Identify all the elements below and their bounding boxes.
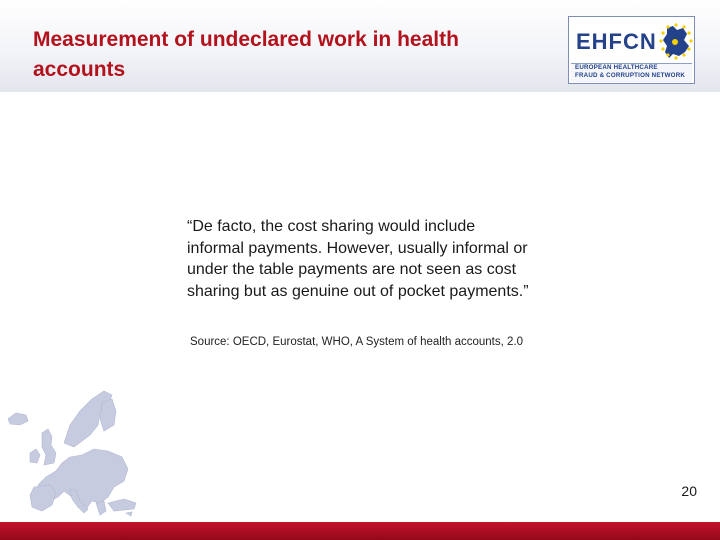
logo-subtitle-line2: FRAUD & CORRUPTION NETWORK	[575, 72, 686, 79]
page-number: 20	[681, 483, 697, 499]
ehfcn-logo	[568, 16, 695, 84]
footer-bar	[0, 522, 720, 540]
logo-subtitle	[571, 63, 692, 82]
slide-title: Measurement of undeclared work in health accounts	[33, 28, 459, 81]
quote-text: “De facto, the cost sharing would include informal payments. However, usually informal or under the table payments are not seen as cost sharing but as genuine out of pocket payments.”	[187, 218, 529, 300]
source-citation: Source: OECD, Eurostat, WHO, A System of health accounts, 2.0	[190, 336, 524, 348]
logo-top	[571, 19, 692, 63]
eu-stars-icon	[659, 22, 693, 62]
logo-wordmark: EHFCN	[576, 29, 657, 54]
europe-map-icon	[4, 385, 139, 520]
logo-subtitle-line1: EUROPEAN HEALTHCARE	[575, 64, 658, 71]
